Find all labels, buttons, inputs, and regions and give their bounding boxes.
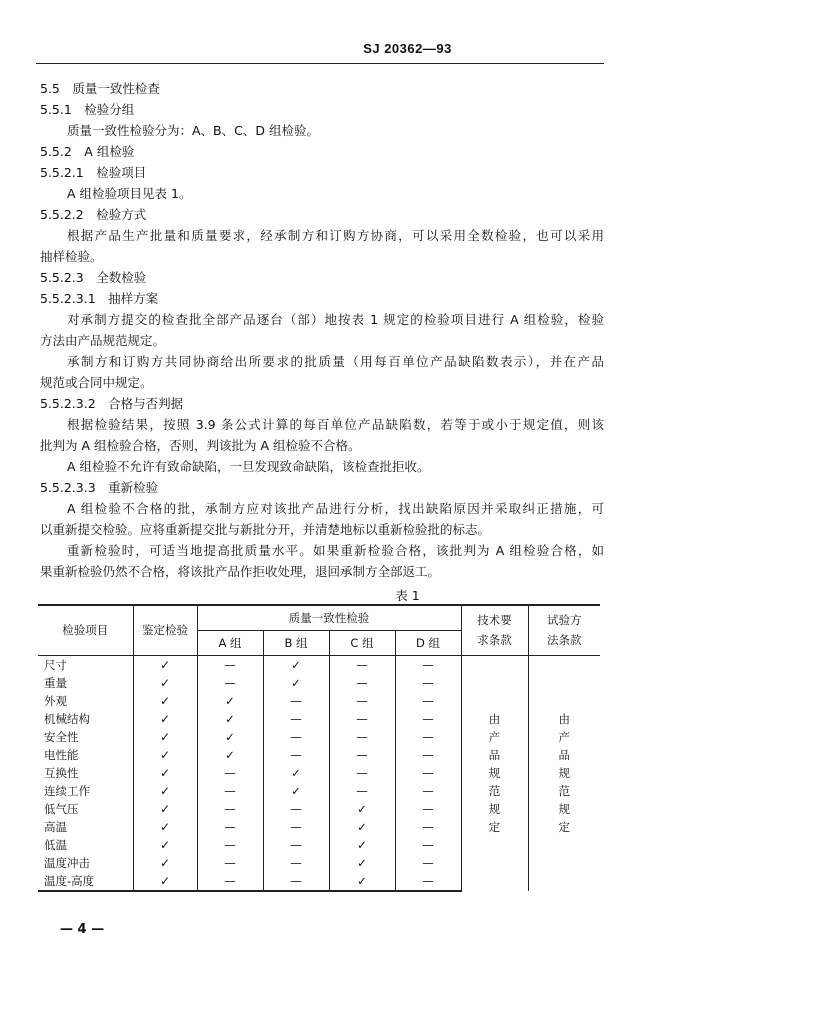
row-item: 电性能 (38, 746, 133, 764)
row-b: — (263, 800, 329, 818)
header-tech-line2: 求条款 (477, 633, 512, 648)
row-a: — (197, 674, 263, 692)
paragraph: 果重新检验仍然不合格，将该批产品作拒收处理，退回承制方全部返工。 (40, 564, 441, 579)
row-item: 低温 (38, 836, 133, 854)
test-clause-cell (528, 655, 600, 891)
row-c: — (329, 674, 395, 692)
tech-clause-char: 产 (488, 730, 501, 744)
header-group-a: A 组 (197, 630, 263, 655)
row-c: — (329, 764, 395, 782)
row-d: — (395, 692, 461, 710)
row-a: ✓ (197, 746, 263, 764)
paragraph: 质量一致性检验分为：A、B、C、D 组检验。 (67, 123, 319, 138)
row-qual: ✓ (133, 728, 197, 746)
paragraph: 抽样检验。 (40, 249, 103, 264)
row-a: — (197, 854, 263, 872)
row-item: 温度-高度 (38, 872, 133, 891)
row-b: ✓ (263, 674, 329, 692)
row-b: ✓ (263, 764, 329, 782)
test-clause-char: 定 (558, 820, 570, 834)
row-b: — (263, 818, 329, 836)
tech-clause-char: 由 (488, 712, 501, 726)
row-b: ✓ (263, 655, 329, 674)
row-a: — (197, 782, 263, 800)
row-item: 温度冲击 (38, 854, 133, 872)
header-group-d: D 组 (395, 630, 461, 655)
row-a: — (197, 655, 263, 674)
test-clause-char: 由 (558, 712, 570, 726)
row-item: 外观 (38, 692, 133, 710)
header-test-line1: 试验方 (547, 613, 582, 628)
section-5-5-2-2-title: 5.5.2.2 检验方式 (40, 207, 147, 222)
row-d: — (395, 728, 461, 746)
row-a: — (197, 764, 263, 782)
row-a: ✓ (197, 728, 263, 746)
row-item: 互换性 (38, 764, 133, 782)
row-d: — (395, 818, 461, 836)
table-row (38, 655, 600, 674)
row-d: — (395, 674, 461, 692)
row-d: — (395, 836, 461, 854)
tech-clause-char: 品 (488, 748, 501, 762)
paragraph: 对承制方提交的检查批全部产品逐台（部）地按表 1 规定的检验项目进行 A 组检验，检验 (67, 312, 604, 327)
table-title: 表 1 (395, 588, 420, 603)
row-b: — (263, 836, 329, 854)
row-d: — (395, 854, 461, 872)
row-qual: ✓ (133, 655, 197, 674)
tech-clause-char: 规 (488, 802, 501, 816)
row-qual: ✓ (133, 746, 197, 764)
section-5-5-1-title: 5.5.1 检验分组 (40, 102, 135, 117)
tech-clause-cell (461, 655, 528, 891)
row-b: — (263, 728, 329, 746)
row-qual: ✓ (133, 836, 197, 854)
row-c: ✓ (329, 818, 395, 836)
header-test-clause (528, 605, 600, 655)
paragraph: 以重新提交检验。应将重新提交批与新批分开，并清楚地标以重新检验批的标志。 (40, 522, 491, 537)
row-b: — (263, 692, 329, 710)
paragraph: 规范或合同中规定。 (40, 375, 153, 390)
row-b: — (263, 710, 329, 728)
row-a: — (197, 818, 263, 836)
inspection-table (38, 604, 600, 892)
row-qual: ✓ (133, 872, 197, 891)
test-clause-char: 规 (558, 802, 570, 816)
paragraph: 承制方和订购方共同协商给出所要求的批质量（用每百单位产品缺陷数表示），并在产品 (67, 354, 604, 369)
row-qual: ✓ (133, 782, 197, 800)
row-item: 机械结构 (38, 710, 133, 728)
section-5-5-2-3-1-title: 5.5.2.3.1 抽样方案 (40, 291, 159, 306)
paragraph: 方法由产品规范规定。 (40, 333, 166, 348)
row-item: 连续工作 (38, 782, 133, 800)
header-qualification: 鉴定检验 (133, 605, 197, 655)
row-b: — (263, 872, 329, 891)
row-d: — (395, 710, 461, 728)
row-d: — (395, 655, 461, 674)
section-5-5-2-3-3-title: 5.5.2.3.3 重新检验 (40, 480, 159, 495)
row-a: — (197, 836, 263, 854)
tech-clause-char: 规 (488, 766, 501, 780)
section-5-5-2-3-2-title: 5.5.2.3.2 合格与否判据 (40, 396, 184, 411)
row-d: — (395, 746, 461, 764)
row-d: — (395, 800, 461, 818)
row-d: — (395, 872, 461, 891)
header-tech-line1: 技术要 (477, 613, 512, 628)
row-item: 安全性 (38, 728, 133, 746)
paragraph: A 组检验不合格的批，承制方应对该批产品进行分析，找出缺陷原因并采取纠正措施，可 (67, 501, 604, 516)
header-tech-clause (461, 605, 528, 655)
row-a: ✓ (197, 710, 263, 728)
row-item: 高温 (38, 818, 133, 836)
row-item: 低气压 (38, 800, 133, 818)
test-clause-char: 品 (558, 748, 570, 762)
row-qual: ✓ (133, 800, 197, 818)
row-c: ✓ (329, 854, 395, 872)
row-d: — (395, 764, 461, 782)
row-qual: ✓ (133, 692, 197, 710)
row-c: — (329, 692, 395, 710)
row-c: — (329, 746, 395, 764)
section-5-5-2-1-title: 5.5.2.1 检验项目 (40, 165, 147, 180)
row-qual: ✓ (133, 818, 197, 836)
test-clause-char: 范 (558, 784, 570, 798)
row-qual: ✓ (133, 854, 197, 872)
row-a: — (197, 872, 263, 891)
section-5-5-2-title: 5.5.2 A 组检验 (40, 144, 135, 159)
paragraph: A 组检验项目见表 1。 (67, 186, 192, 201)
paragraph: 根据产品生产批量和质量要求，经承制方和订购方协商，可以采用全数检验，也可以采用 (67, 228, 604, 243)
row-qual: ✓ (133, 710, 197, 728)
row-qual: ✓ (133, 764, 197, 782)
row-c: — (329, 710, 395, 728)
tech-clause-char: 范 (488, 784, 501, 798)
header-item: 检验项目 (38, 605, 133, 655)
test-clause-char: 规 (558, 766, 570, 780)
row-item: 尺寸 (38, 655, 133, 674)
paragraph: 重新检验时，可适当地提高批质量水平。如果重新检验合格，该批判为 A 组检验合格，如 (67, 543, 604, 558)
row-a: — (197, 800, 263, 818)
tech-clause-char: 定 (488, 820, 501, 834)
header-group-c: C 组 (329, 630, 395, 655)
row-b: — (263, 746, 329, 764)
paragraph: A 组检验不允许有致命缺陷，一旦发现致命缺陷，该检查批拒收。 (67, 459, 430, 474)
test-clause-char: 产 (558, 730, 570, 744)
row-c: — (329, 728, 395, 746)
header-group-b: B 组 (263, 630, 329, 655)
row-c: ✓ (329, 872, 395, 891)
document-header: SJ 20362—93 (363, 41, 452, 56)
section-5-5-2-3-title: 5.5.2.3 全数检验 (40, 270, 147, 285)
header-rule (36, 63, 604, 64)
row-b: ✓ (263, 782, 329, 800)
section-5-5-title: 5.5 质量一致性检查 (40, 81, 160, 96)
header-test-line2: 法条款 (547, 633, 582, 648)
paragraph: 批判为 A 组检验合格，否则，判该批为 A 组检验不合格。 (40, 438, 361, 453)
header-consistency: 质量一致性检验 (197, 605, 461, 630)
row-c: — (329, 782, 395, 800)
row-c: ✓ (329, 836, 395, 854)
table-body (38, 655, 600, 891)
row-c: ✓ (329, 800, 395, 818)
row-c: — (329, 655, 395, 674)
row-a: ✓ (197, 692, 263, 710)
row-b: — (263, 854, 329, 872)
row-d: — (395, 782, 461, 800)
paragraph: 根据检验结果，按照 3.9 条公式计算的每百单位产品缺陷数，若等于或小于规定值，则该 (67, 417, 604, 432)
row-qual: ✓ (133, 674, 197, 692)
page-number: — 4 — (60, 922, 105, 937)
row-item: 重量 (38, 674, 133, 692)
